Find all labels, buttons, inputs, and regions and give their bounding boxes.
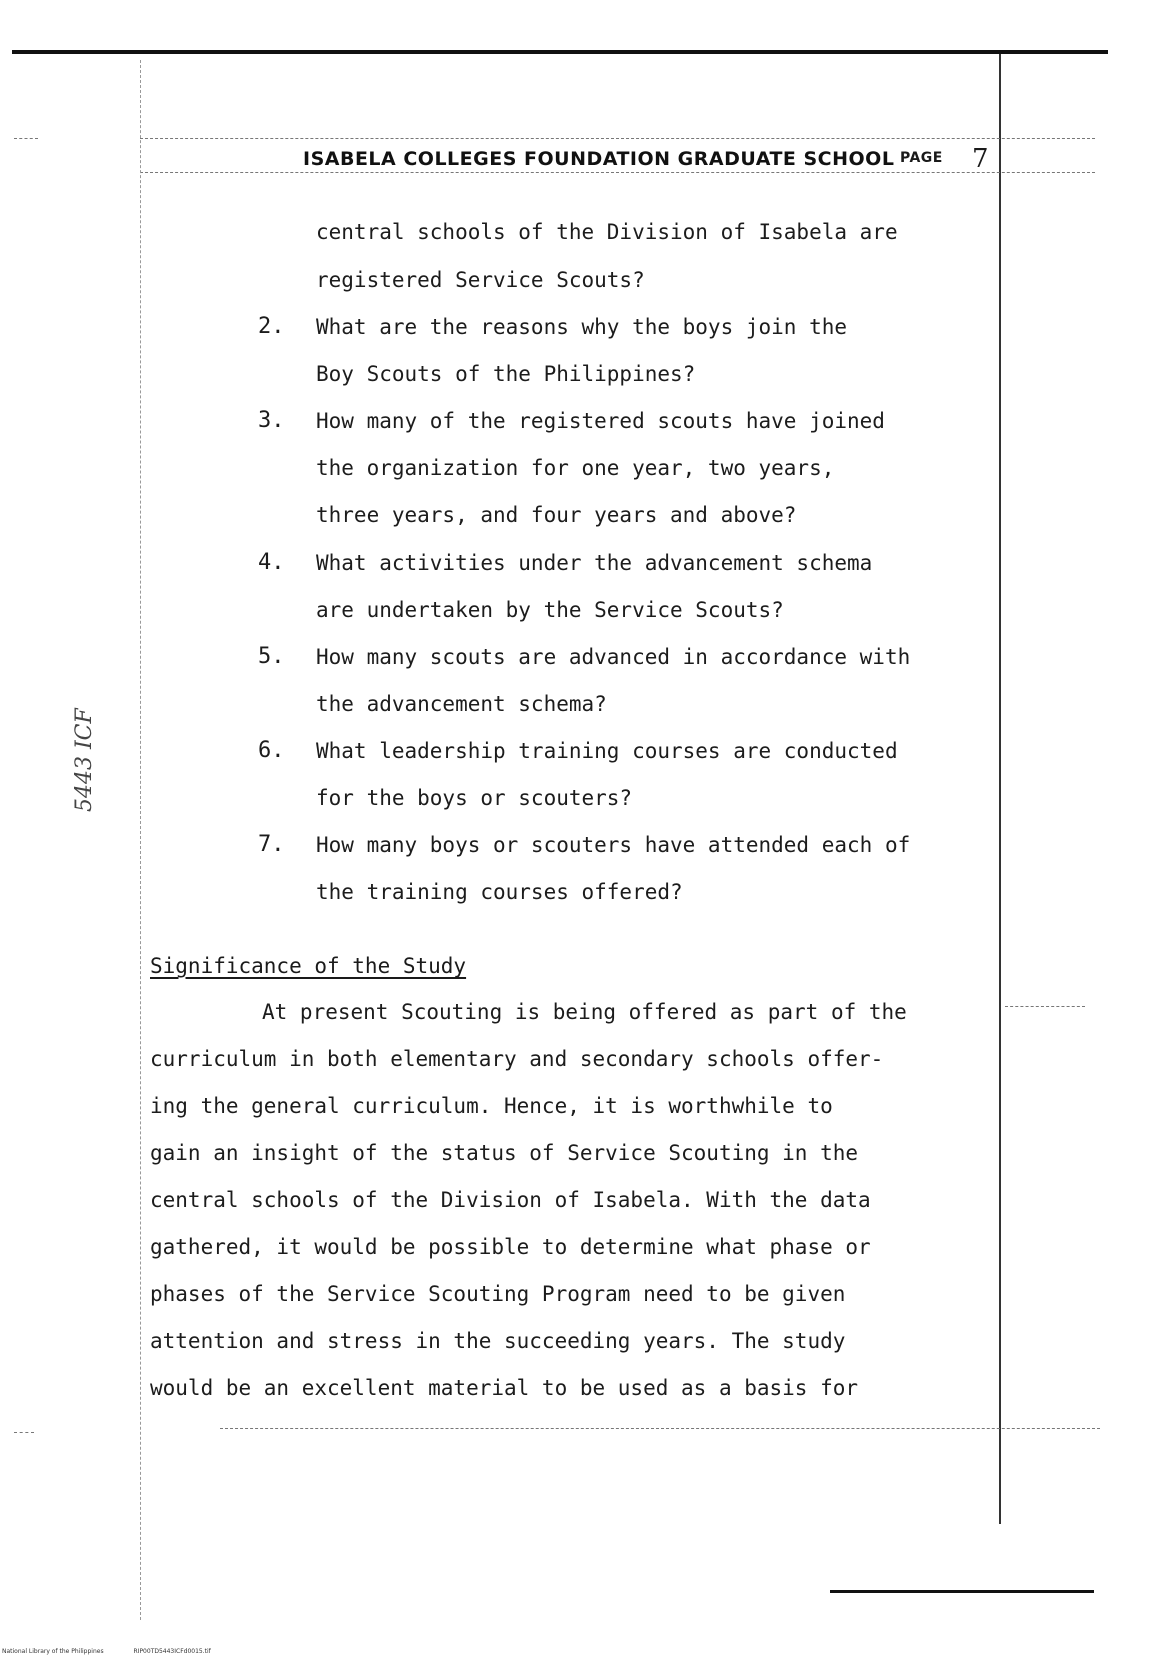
left-mark-2	[14, 1432, 34, 1433]
bottom-border	[830, 1590, 1094, 1593]
right-mark	[1005, 1006, 1085, 1007]
paragraph-line: At present Scouting is being offered as part of the	[262, 1000, 907, 1024]
footer-rule	[220, 1428, 1100, 1429]
question-line: the organization for one year, two years,	[316, 456, 835, 480]
left-mark-1	[14, 138, 38, 139]
institution-header: ISABELA COLLEGES FOUNDATION GRADUATE SCHOOL	[303, 148, 895, 170]
question-line: How many of the registered scouts have joined	[316, 409, 885, 433]
scan-footer	[2, 1648, 239, 1655]
paragraph-line: gathered, it would be possible to determine what phase or	[150, 1235, 871, 1259]
question-line: are undertaken by the Service Scouts?	[316, 598, 784, 622]
paragraph-line: attention and stress in the succeeding years. The study	[150, 1329, 846, 1353]
paragraph-line: gain an insight of the status of Service Scouting in the	[150, 1141, 859, 1165]
paragraph-line: would be an excellent material to be used as a basis for	[150, 1376, 859, 1400]
paragraph-line: ing the general curriculum. Hence, it is worthwhile to	[150, 1094, 833, 1118]
top-border	[12, 50, 1108, 54]
question-line: How many boys or scouters have attended each of	[316, 833, 911, 857]
question-line: What activities under the advancement schema	[316, 551, 873, 575]
page-label: PAGE	[900, 150, 943, 166]
right-border	[999, 54, 1001, 1524]
body-line: registered Service Scouts?	[316, 268, 645, 292]
question-line: for the boys or scouters?	[316, 786, 633, 810]
question-number: 5.	[258, 644, 285, 669]
question-line: How many scouts are advanced in accordance with	[316, 645, 911, 669]
paragraph-line: curriculum in both elementary and secondary schools offer-	[150, 1047, 884, 1071]
question-line: three years, and four years and above?	[316, 503, 797, 527]
page-number: 7	[972, 144, 989, 174]
handwritten-margin-note: 5443 ICF	[72, 708, 97, 812]
paragraph-line: phases of the Service Scouting Program need to be given	[150, 1282, 846, 1306]
question-number: 4.	[258, 550, 285, 575]
question-line: Boy Scouts of the Philippines?	[316, 362, 696, 386]
question-number: 2.	[258, 314, 285, 339]
header-rule	[140, 138, 1095, 139]
paragraph-line: central schools of the Division of Isabela. With the data	[150, 1188, 871, 1212]
question-number: 7.	[258, 832, 285, 857]
section-heading: Significance of the Study	[150, 954, 467, 978]
question-line: What are the reasons why the boys join the	[316, 315, 848, 339]
question-number: 3.	[258, 408, 285, 433]
question-number: 6.	[258, 738, 285, 763]
question-line: the advancement schema?	[316, 692, 607, 716]
question-line: the training courses offered?	[316, 880, 683, 904]
footer-library: National Library of the Philippines	[2, 1648, 104, 1655]
question-line: What leadership training courses are conducted	[316, 739, 898, 763]
left-margin-line	[140, 60, 141, 1620]
header-underline	[140, 172, 1095, 173]
body-line: central schools of the Division of Isabela are	[316, 220, 898, 244]
footer-file: RIP00TD5443ICFd0015.tif	[133, 1648, 211, 1655]
